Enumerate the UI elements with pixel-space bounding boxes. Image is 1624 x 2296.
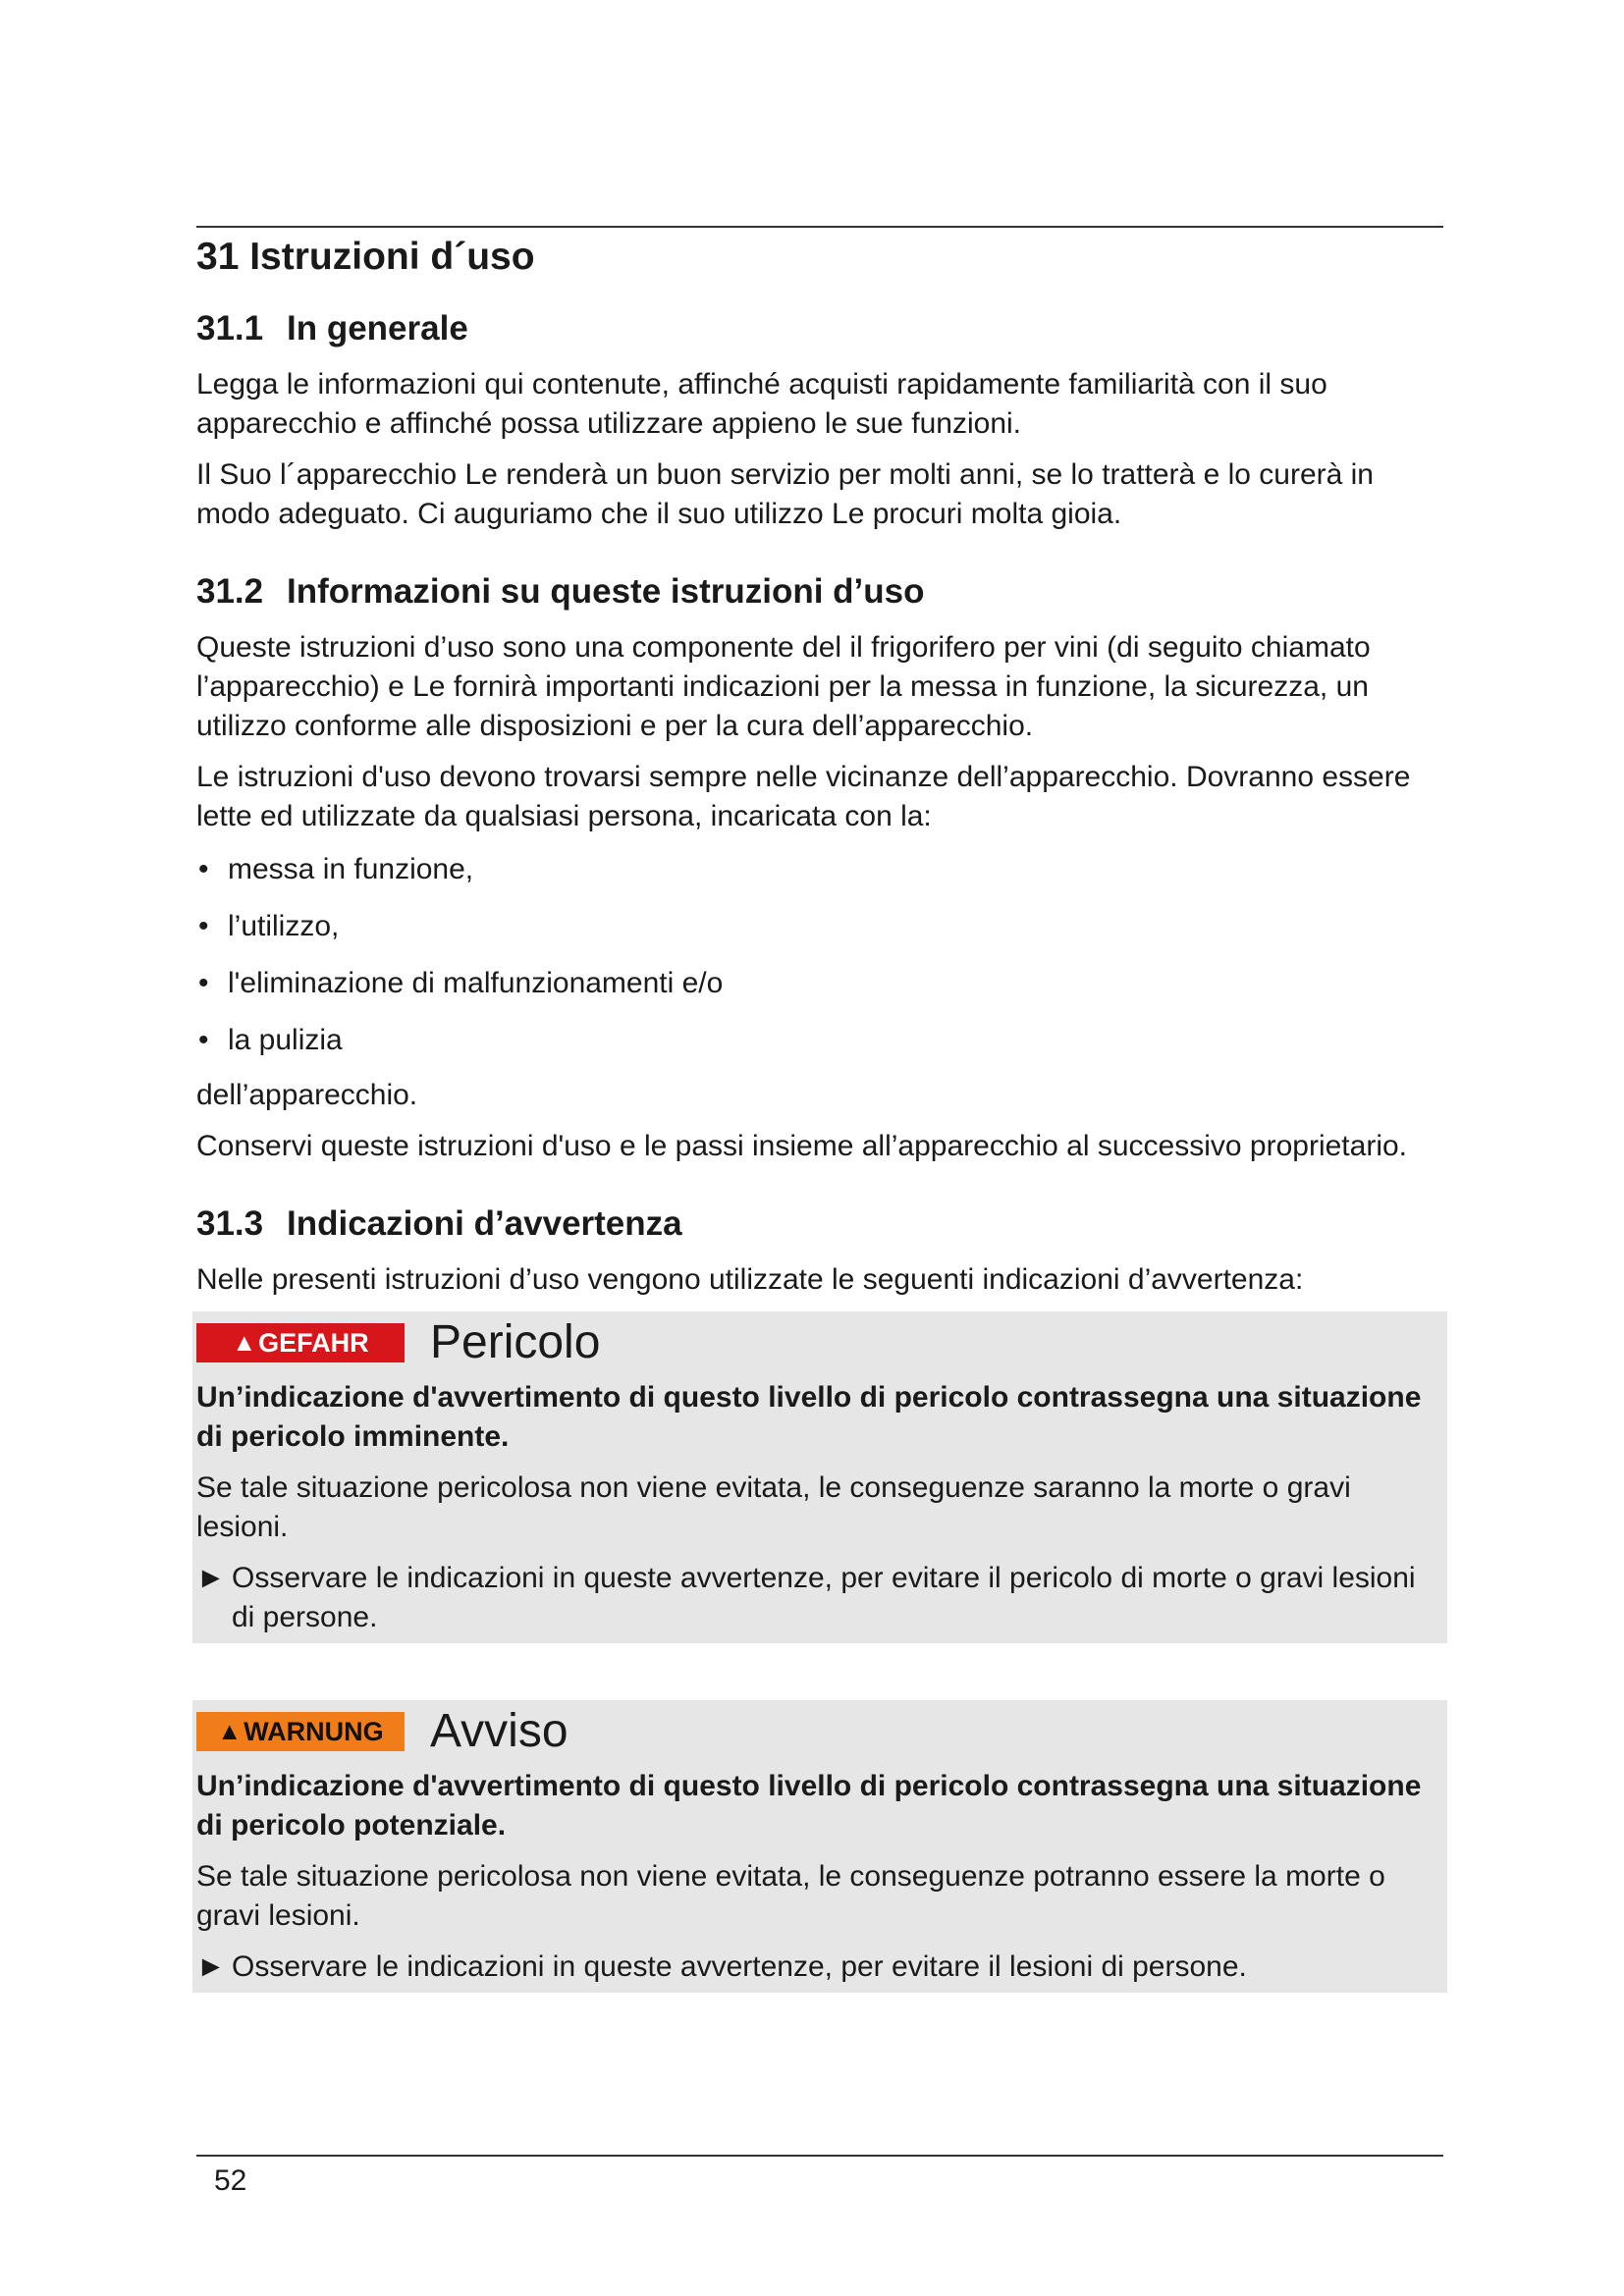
warning-triangle-icon: ▲ bbox=[232, 1328, 257, 1357]
list-item: • la pulizia bbox=[196, 1021, 1443, 1060]
paragraph: Queste istruzioni d’uso sono una componente del il frigorifero per vini (di seguito chiamato l’apparecchio) e Le fornirà importanti indicazioni per la messa in funzione, la sicurezza, un utilizzo conforme alle disposizioni e per la cura dell’apparecchio. bbox=[196, 631, 1371, 742]
notice-header bbox=[196, 1704, 1443, 1759]
notice-step: ► Osservare le indicazioni in queste avvertenze, per evitare il pericolo di morte o gravi lesioni di persone. bbox=[196, 1559, 1443, 1637]
chapter-title: 31 Istruzioni d´uso bbox=[196, 236, 535, 278]
bullet-icon: • bbox=[198, 853, 209, 885]
arrow-right-icon: ► bbox=[196, 1950, 226, 1983]
section-number: 31.2 bbox=[196, 572, 264, 611]
notice-bold-text: Un’indicazione d'avvertimento di questo livello di pericolo contrassegna una situazione di pericolo imminente. bbox=[196, 1381, 1422, 1453]
bullet-icon: • bbox=[198, 967, 209, 999]
warning-notice bbox=[192, 1700, 1447, 1993]
section-heading-31-2 bbox=[196, 569, 1443, 614]
page-number: 52 bbox=[214, 2164, 247, 2197]
bullet-icon: • bbox=[198, 910, 209, 942]
signal-word: Avviso bbox=[430, 1705, 568, 1757]
paragraph: Il Suo l´apparecchio Le renderà un buon servizio per molti anni, se lo tratterà e lo curerà in modo adeguato. Ci auguriamo che il suo utilizzo Le procuri molta gioia. bbox=[196, 458, 1374, 530]
section-heading-31-3 bbox=[196, 1201, 1443, 1247]
paragraph: Conservi queste istruzioni d'uso e le passi insieme all’apparecchio al successivo proprietario. bbox=[196, 1130, 1408, 1162]
warning-triangle-icon: ▲ bbox=[217, 1717, 243, 1745]
arrow-right-icon: ► bbox=[196, 1562, 226, 1594]
footer-rule bbox=[196, 2155, 1443, 2157]
section-number: 31.3 bbox=[196, 1204, 264, 1243]
page-content bbox=[196, 224, 1443, 1993]
danger-notice bbox=[192, 1311, 1447, 1643]
notice-text: Se tale situazione pericolosa non viene evitata, le conseguenze potranno essere la morte o gravi lesioni. bbox=[196, 1860, 1385, 1932]
notice-header bbox=[196, 1315, 1443, 1370]
notice-text: Se tale situazione pericolosa non viene evitata, le conseguenze saranno la morte o gravi lesioni. bbox=[196, 1471, 1351, 1543]
bullet-icon: • bbox=[198, 1024, 209, 1056]
warnung-label: ▲ WARNUNG bbox=[196, 1712, 405, 1751]
paragraph: Nelle presenti istruzioni d’uso vengono utilizzate le seguenti indicazioni d’avvertenza: bbox=[196, 1263, 1304, 1296]
list-item: • messa in funzione, bbox=[196, 850, 1443, 889]
paragraph: dell’apparecchio. bbox=[196, 1079, 418, 1111]
paragraph: Le istruzioni d'uso devono trovarsi sempre nelle vicinanze dell’apparecchio. Dovranno essere lette ed utilizzate da qualsiasi persona, incaricata con la: bbox=[196, 761, 1411, 832]
section-title: Informazioni su queste istruzioni d’uso bbox=[287, 572, 925, 611]
section-number: 31.1 bbox=[196, 309, 264, 347]
gefahr-label: ▲ GEFAHR bbox=[196, 1323, 405, 1362]
section-title: In generale bbox=[287, 309, 468, 347]
list-item: • l’utilizzo, bbox=[196, 907, 1443, 946]
bullet-list bbox=[196, 850, 1443, 1060]
section-heading-31-1 bbox=[196, 306, 1443, 351]
section-title: Indicazioni d’avvertenza bbox=[287, 1204, 682, 1243]
notice-bold-text: Un’indicazione d'avvertimento di questo livello di pericolo contrassegna una situazione di pericolo potenziale. bbox=[196, 1770, 1422, 1842]
signal-word: Pericolo bbox=[430, 1316, 601, 1368]
list-item: • l'eliminazione di malfunzionamenti e/o bbox=[196, 964, 1443, 1003]
notice-step: ► Osservare le indicazioni in queste avvertenze, per evitare il lesioni di persone. bbox=[196, 1948, 1443, 1987]
paragraph: Legga le informazioni qui contenute, affinché acquisti rapidamente familiarità con il suo apparecchio e affinché possa utilizzare appieno le sue funzioni. bbox=[196, 368, 1327, 440]
